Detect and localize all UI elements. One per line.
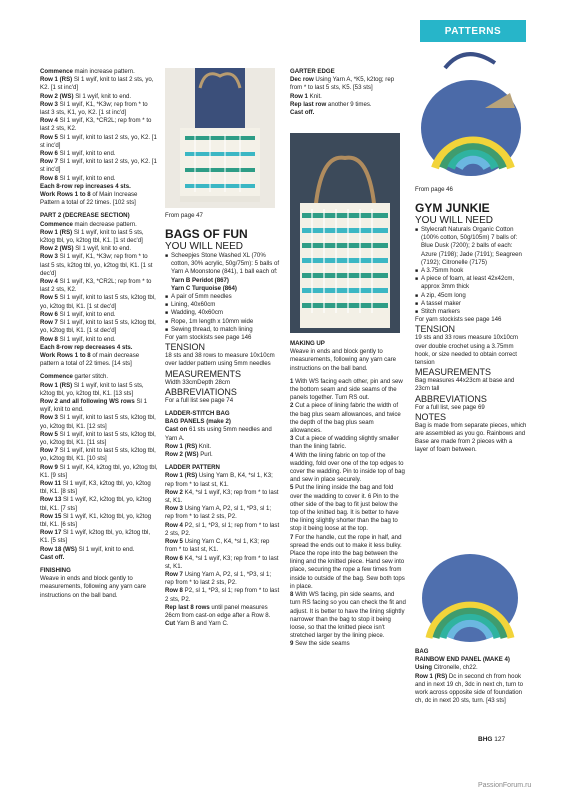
pattern-line: Row 4 Sl 1 wyif, K3, *CR2L; rep from * to last 2 sts, K2. bbox=[40, 278, 152, 294]
abbreviations-heading: ABBREVIATIONS bbox=[165, 386, 237, 397]
pattern-line: Row 11 Sl 1 wyif, K3, k2tog tbl, yo, k2tog tbl, K1. [8 sts] bbox=[40, 479, 151, 496]
materials-item: ■ Rope, 1m length x 10mm wide bbox=[165, 318, 280, 326]
tension-heading: TENSION bbox=[165, 342, 206, 353]
yarn-details: ■ Scheepjes Stone Washed XL (70% cotton, 30% acrylic, 50g/75m): 5 balls of Yarn A Moonstone (841), 1 ball each of: bbox=[165, 252, 280, 277]
pattern-line: Commence main increase pattern. bbox=[40, 68, 135, 75]
gym-junkie-column bbox=[415, 202, 527, 455]
pattern-line: Row 18 (WS) Sl 1 wyif, knit to end. bbox=[40, 545, 135, 553]
ladder-pattern-line: LADDER-STITCH BAG bbox=[165, 410, 230, 418]
pattern-line: Row 2 and all following WS rows Sl 1 wyif, knit to end. bbox=[40, 397, 147, 414]
ladder-pattern-line: Cast on 61 sts using 5mm needles and Yarn A. bbox=[165, 426, 272, 442]
page-number: 127 bbox=[494, 736, 506, 743]
pattern-line: Row 8 Sl 1 wyif, knit to end. bbox=[40, 335, 116, 343]
magazine-name: BHG bbox=[478, 736, 493, 743]
gym-stockists-note: For yarn stockists see page 146 bbox=[415, 316, 502, 324]
gym-materials-item: ■ A zip, 45cm long bbox=[415, 292, 527, 300]
garter-edge-line: Cast off. bbox=[290, 109, 315, 117]
pattern-line: Row 1 (RS) Sl 1 wyif, knit to last 2 sts, yo, K2. [1 st inc'd] bbox=[40, 76, 154, 92]
ladder-pattern-line: Row 4 P2, sl 1, *P3, sl 1; rep from * to last 2 sts, P2. bbox=[165, 521, 280, 537]
gym-materials-item: ■ Stitch markers bbox=[415, 308, 527, 316]
pattern-line: Row 1 (RS) Sl 1 wyif, knit to last 5 sts, k2tog tbl, yo, k2tog tbl, K1. [1 st dec'd] bbox=[40, 228, 144, 245]
making-up-line: 8 With WS facing, pin side seams, and turn RS facing so you can check the fit and adjust. It is better to have the lining slightly narrower than the bag to stop it being loose, so that the knitted piece isn't stretched larger by the lining piece. bbox=[290, 591, 406, 640]
pattern-line: Row 3 Sl 1 wyif, K1, *K3w; rep from * to last 3 sts, K1, yo, K2. [1 st inc'd] bbox=[40, 100, 148, 117]
pattern-line: Row 8 Sl 1 wyif, knit to end. bbox=[40, 174, 116, 182]
ladder-pattern-line: Row 1 (RS) Knit. bbox=[165, 442, 212, 450]
gym-bag-photo bbox=[415, 48, 527, 183]
making-up-line: MAKING UP bbox=[290, 340, 325, 347]
pattern-line: Row 6 Sl 1 wyif, knit to end. bbox=[40, 310, 116, 318]
abbreviations-text: For a full list see page 74 bbox=[165, 396, 234, 404]
notes-heading: NOTES bbox=[415, 411, 447, 422]
ladder-pattern-line: Row 8 P2, sl 1, *P3, sl 1; rep from * to last 2 sts, P2. bbox=[165, 587, 280, 603]
making-up-line: 7 For the handle, cut the rope in half, and spread the ends out to make it less bulky. Place the rope into the bag between the lining and the knitted piece. Hand sew into place, securing the rope a few times from inside to outside of the bag. Sew both tops in place. bbox=[290, 533, 405, 590]
pattern-line: Row 4 Sl 1 wyif, K3, *CR2L; rep from * to last 2 sts, K2. bbox=[40, 117, 152, 133]
gym-measurements-heading: MEASUREMENTS bbox=[415, 367, 492, 378]
gym-materials-item: ■ A tassel maker bbox=[415, 300, 527, 308]
materials-item: ■ Wadding, 40x60cm bbox=[165, 309, 280, 317]
pattern-line: Row 13 Sl 1 wyif, K2, k2tog tbl, yo, k2tog tbl, K1. [7 sts] bbox=[40, 496, 152, 512]
ladder-pattern-line: Row 6 K4, *sl 1 wyif, K3; rep from * to last st, K1. bbox=[165, 554, 279, 570]
pattern-line: PART 2 (DECREASE SECTION) bbox=[40, 212, 130, 220]
bags-of-fun-column bbox=[165, 228, 280, 628]
tension-text: 18 sts and 38 rows to measure 10x10cm over ladder pattern using 5mm needles bbox=[165, 352, 275, 368]
rainbow-panel-line: Row 1 (RS) Dc in second ch from hook and in next 19 ch, 3dc in next ch, turn to work across opposite side of foundation ch, dc in next 20 sts, turn. [43 sts] bbox=[415, 672, 524, 705]
ladder-pattern-line: BAG PANELS (make 2) bbox=[165, 418, 231, 426]
page-footer bbox=[478, 736, 505, 743]
materials-item: ■ Lining, 40x60cm bbox=[165, 301, 280, 309]
making-up-line: 5 Put the lining inside the bag and fold over the wadding to cover it. 6 Pin to the other side of the bag to fit just below the top of the knitted bag. It is better to have the lining slightly shorter than the bag to stop it being loose at the top. bbox=[290, 484, 399, 533]
garter-edge-line: Row 1 Knit. bbox=[290, 92, 322, 100]
pattern-line: Cast off. bbox=[40, 553, 65, 561]
gym-tension-heading: TENSION bbox=[415, 324, 456, 335]
making-up-line: Weave in ends and block gently to measurements, following any yarn care instructions on the ball band. bbox=[290, 348, 397, 372]
pattern-line: Row 2 (WS) Sl 1 wyif, knit to end. bbox=[40, 245, 132, 253]
pattern-line: Row 5 Sl 1 wyif, knit to last 2 sts, yo, K2. [1 st inc'd] bbox=[40, 133, 157, 149]
pattern-line: Commence main decrease pattern. bbox=[40, 220, 137, 228]
tote-bag-photo bbox=[165, 68, 275, 208]
ladder-pattern-line: Row 7 Using Yarn A, P2, sl 1, *P3, sl 1; rep from * to last 2 sts, P2. bbox=[165, 570, 272, 587]
notes-text: Bag is made from separate pieces, which are assembled as you go. Rainbows and Base are made from 2 pieces with a layer of foam between. bbox=[415, 421, 527, 454]
gym-abbreviations-text: For a full list, see page 69 bbox=[415, 403, 485, 411]
you-will-need-heading: YOU WILL NEED bbox=[165, 241, 243, 252]
measurements-heading: MEASUREMENTS bbox=[165, 368, 242, 379]
yarn-b: Yarn B Peridot (867) bbox=[171, 276, 229, 284]
gym-materials-item: ■ A piece of foam, at least 42x42cm, approx 3mm thick bbox=[415, 275, 527, 291]
caption-page-47: From page 47 bbox=[165, 212, 203, 219]
pattern-line: Row 6 Sl 1 wyif, knit to end. bbox=[40, 150, 116, 158]
pattern-line: Row 7 Sl 1 wyif, knit to last 5 sts, k2tog tbl, yo, k2tog tbl, K1. [10 sts] bbox=[40, 447, 156, 463]
making-up-section bbox=[290, 340, 406, 649]
ladder-pattern-line: Cut Yarn B and Yarn C. bbox=[165, 620, 229, 628]
pattern-line: Commence garter stitch. bbox=[40, 373, 109, 381]
making-up-line: 2 Cut a piece of lining fabric the width of the bag plus seam allowances, and twice the depth of the bag plus seam allowances. bbox=[290, 402, 401, 435]
ladder-pattern-line: Row 5 Using Yarn C, K4, *sl 1, K3; rep from * to last st, K1. bbox=[165, 538, 270, 554]
stockists-note: For yarn stockists see page 146 bbox=[165, 334, 252, 342]
gym-abbreviations-heading: ABBREVIATIONS bbox=[415, 393, 487, 404]
ladder-pattern-line: Row 2 K4, *sl 1 wyif, K3; rep from * to last st, K1. bbox=[165, 488, 279, 505]
pattern-line: Row 9 Sl 1 wyif, K4, k2tog tbl, yo, k2tog tbl, K1. [9 sts] bbox=[40, 463, 158, 479]
making-up-line: 4 With the lining fabric on top of the wadding, fold over one of the top edges to cover the wadding. Pin to inside top of bag and sew in place securely. bbox=[290, 451, 405, 484]
pattern-line: Each 8-row rep increases 4 sts. bbox=[40, 182, 131, 190]
pattern-line: Row 3 Sl 1 wyif, knit to last 5 sts, k2tog tbl, yo, k2tog tbl, K1. [12 sts] bbox=[40, 414, 156, 430]
gym-measurements-text: Bag measures 44x23cm at base and 23cm tall bbox=[415, 377, 515, 393]
rainbow-panel-line: BAG bbox=[415, 648, 429, 655]
yarn-c: Yarn C Turquoise (864) bbox=[171, 284, 237, 292]
section-tab: PATTERNS bbox=[420, 20, 526, 42]
making-up-line: 9 Sew the side seams bbox=[290, 640, 350, 648]
pattern-line: Row 7 Sl 1 wyif, knit to last 2 sts, yo, K2. [1 st inc'd] bbox=[40, 158, 157, 174]
pattern-line: Row 7 Sl 1 wyif, knit to last 5 sts, k2tog tbl, yo, k2tog tbl, K1. [1 st dec'd] bbox=[40, 319, 156, 335]
pattern-line: Row 3 Sl 1 wyif, K1, *K3w; rep from * to last 5 sts, k2tog tbl, yo, k2tog tbl, K1. [1 st dec'd] bbox=[40, 253, 153, 277]
gym-materials-item: ■ A 3.75mm hook bbox=[415, 267, 527, 275]
ladder-bag-photo bbox=[290, 133, 400, 333]
garter-edge-line: GARTER EDGE bbox=[290, 68, 335, 75]
gym-tension-text: 19 sts and 33 rows measure 10x10cm over double crochet using a 3.75mm hook, or size needed to obtain correct tension bbox=[415, 334, 518, 367]
pattern-line: FINISHING bbox=[40, 566, 71, 574]
materials-item: ■ A pair of 5mm needles bbox=[165, 293, 280, 301]
measurements-text: Width 33cmDepth 28cm bbox=[165, 378, 231, 386]
pattern-line: Row 1 (RS) Sl 1 wyif, knit to last 5 sts, k2tog tbl, yo, k2tog tbl, K1. [13 sts] bbox=[40, 381, 144, 397]
rainbow-panel-line: Using Citronelle, ch22. bbox=[415, 664, 478, 672]
ladder-pattern-line: LADDER PATTERN bbox=[165, 464, 220, 472]
pattern-line: Row 5 Sl 1 wyif, knit to last 5 sts, k2tog tbl, yo, k2tog tbl, K1. [11 sts] bbox=[40, 430, 156, 446]
ladder-pattern-line: Row 2 (WS) Purl. bbox=[165, 451, 213, 459]
gym-yarn-details: ■ Stylecraft Naturals Organic Cotton (100% cotton, 50g/105m) 7 balls of: Blue Dusk (7200); 2 balls of each: Azure (7198); Jade (7191); Seagreen (7192); Citronelle (7175) bbox=[415, 226, 527, 267]
ladder-pattern-line: Row 3 Using Yarn A, P2, sl 1, *P3, sl 1; rep from * to last 2 sts, P2. bbox=[165, 505, 272, 521]
making-up-line: 1 With WS facing each other, pin and sew the bottom seam and side seams of the panels together. Turn RS out. bbox=[290, 377, 403, 402]
rainbow-end-panel-section bbox=[415, 648, 527, 705]
bags-of-fun-title: BAGS OF FUN bbox=[165, 227, 248, 241]
pattern-line: Row 15 Sl 1 wyif, K1, k2tog tbl, yo, k2tog tbl, K1. [6 sts] bbox=[40, 512, 152, 528]
ladder-pattern-line: Rep last 8 rows until panel measures 26cm from cast-on edge after a Row 8. bbox=[165, 603, 271, 619]
pattern-line: Row 17 Sl 1 wyif, k2tog tbl, yo, k2tog tbl, K1. [5 sts] bbox=[40, 529, 151, 545]
making-up-line: 3 Cut a piece of wadding slightly smaller than the lining fabric. bbox=[290, 435, 399, 451]
pattern-line: Each 8-row rep decreases 4 sts. bbox=[40, 343, 133, 351]
pattern-line: Weave in ends and block gently to measurements, following any yarn care instructions on the ball band. bbox=[40, 575, 147, 599]
garter-edge-section bbox=[290, 68, 405, 117]
rainbow-panel-line: RAINBOW END PANEL (MAKE 4) bbox=[415, 656, 510, 664]
rainbow-panel-photo bbox=[415, 543, 525, 643]
pattern-column-1 bbox=[40, 68, 158, 600]
gym-junkie-title: GYM JUNKIE bbox=[415, 201, 490, 215]
watermark: PassionForum.ru bbox=[478, 782, 532, 789]
garter-edge-line: Dec row Using Yarn A, *K5, k2tog; rep from * to last 5 sts, K5. [53 sts] bbox=[290, 76, 395, 92]
caption-page-46: From page 46 bbox=[415, 186, 453, 193]
pattern-line: Row 2 (WS) Sl 1 wyif, knit to end. bbox=[40, 92, 132, 100]
pattern-line: Row 5 Sl 1 wyif, knit to last 5 sts, k2tog tbl, yo, k2tog tbl, K1. [1 st dec'd] bbox=[40, 294, 156, 310]
materials-item: ■ Sewing thread, to match lining bbox=[165, 326, 280, 334]
pattern-line: Work Rows 1 to 8 of Main Increase Pattern a total of 22 times. [102 sts] bbox=[40, 191, 138, 207]
gym-you-will-need-heading: YOU WILL NEED bbox=[415, 215, 493, 226]
garter-edge-line: Rep last row another 9 times. bbox=[290, 100, 372, 108]
ladder-pattern-line: Row 1 (RS) Using Yarn B, K4, *sl 1, K3; rep from * to last st, K1. bbox=[165, 472, 273, 488]
pattern-line: Work Rows 1 to 8 of main decrease pattern a total of 22 times. [14 sts] bbox=[40, 351, 140, 368]
